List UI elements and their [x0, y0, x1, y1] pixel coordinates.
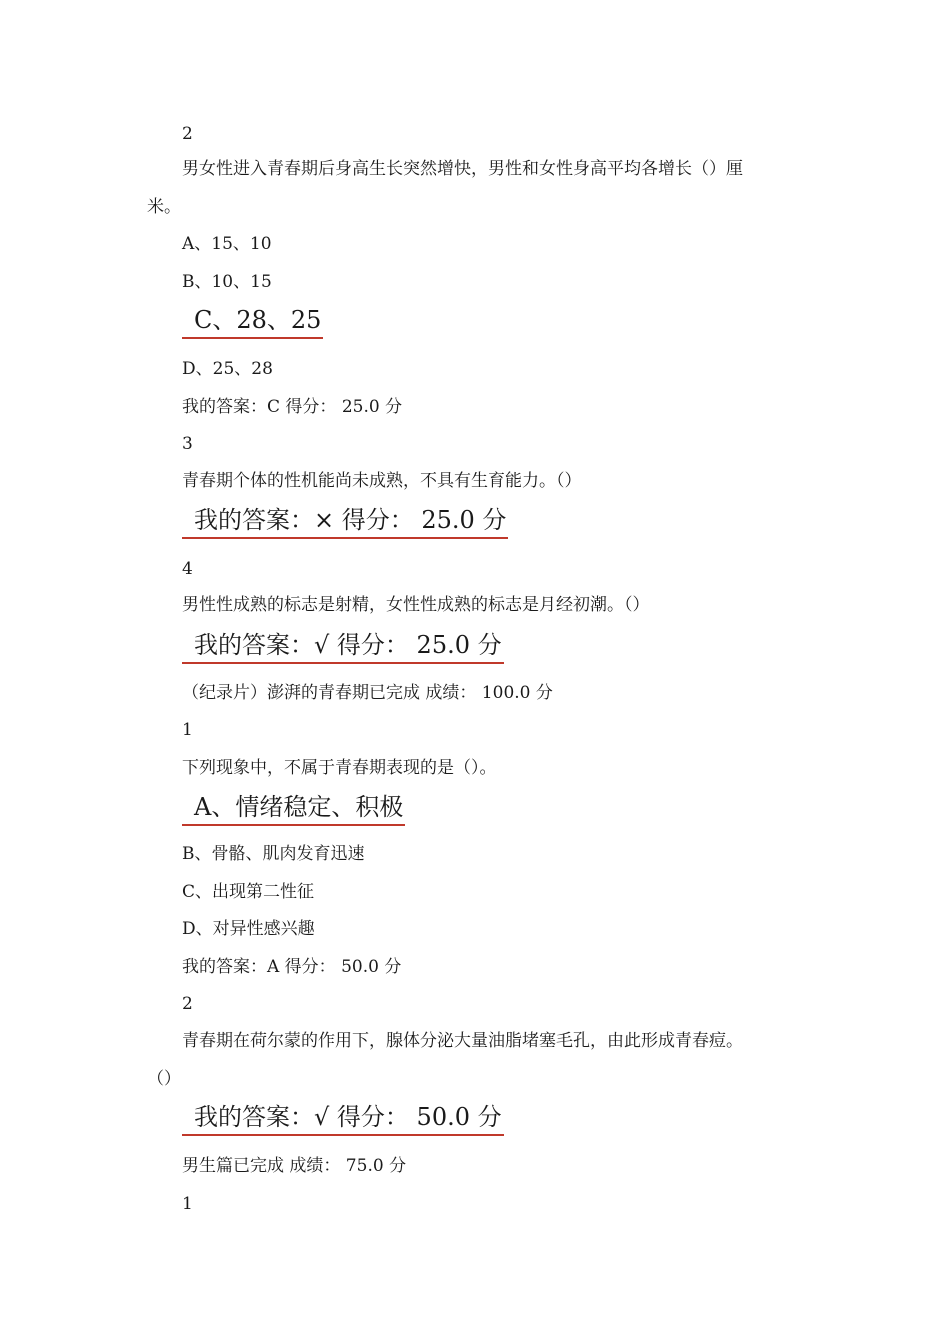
my-answer: 我的答案：A 得分： 50.0 分 — [182, 957, 402, 977]
question-text: 青春期个体的性机能尚未成熟，不具有生育能力。（） — [182, 471, 582, 491]
option-a: A、15、10 — [182, 234, 272, 254]
my-answer-highlighted: 我的答案：× 得分： 25.0 分 — [182, 505, 508, 539]
question-number: 2 — [182, 124, 193, 144]
option-c-highlighted: C、28、25 — [182, 305, 323, 339]
option-d: D、25、28 — [182, 359, 273, 379]
my-answer-highlighted: 我的答案：√ 得分： 50.0 分 — [182, 1102, 504, 1136]
question-text: 男性性成熟的标志是射精，女性性成熟的标志是月经初潮。（） — [182, 595, 650, 615]
question-number: 1 — [182, 1194, 193, 1214]
my-answer: 我的答案：C 得分： 25.0 分 — [182, 397, 403, 417]
question-text-continued: 米。 — [147, 197, 181, 217]
section-status: （纪录片）澎湃的青春期已完成 成绩： 100.0 分 — [182, 683, 553, 703]
question-number: 4 — [182, 559, 193, 579]
option-a-highlighted: A、情绪稳定、积极 — [182, 792, 405, 826]
question-text: 男女性进入青春期后身高生长突然增快，男性和女性身高平均各增长（）厘 — [182, 159, 743, 179]
option-b: B、骨骼、肌肉发育迅速 — [182, 844, 365, 864]
question-number: 3 — [182, 434, 193, 454]
question-number: 1 — [182, 720, 193, 740]
option-b: B、10、15 — [182, 272, 272, 292]
option-c: C、出现第二性征 — [182, 882, 315, 902]
question-text: 下列现象中，不属于青春期表现的是（）。 — [182, 758, 497, 778]
section-status: 男生篇已完成 成绩： 75.0 分 — [182, 1156, 407, 1176]
question-text: 青春期在荷尔蒙的作用下，腺体分泌大量油脂堵塞毛孔，由此形成青春痘。 — [182, 1031, 743, 1051]
option-d: D、对异性感兴趣 — [182, 919, 315, 939]
question-number: 2 — [182, 994, 193, 1014]
question-text-continued: （） — [147, 1069, 181, 1089]
my-answer-highlighted: 我的答案：√ 得分： 25.0 分 — [182, 630, 504, 664]
